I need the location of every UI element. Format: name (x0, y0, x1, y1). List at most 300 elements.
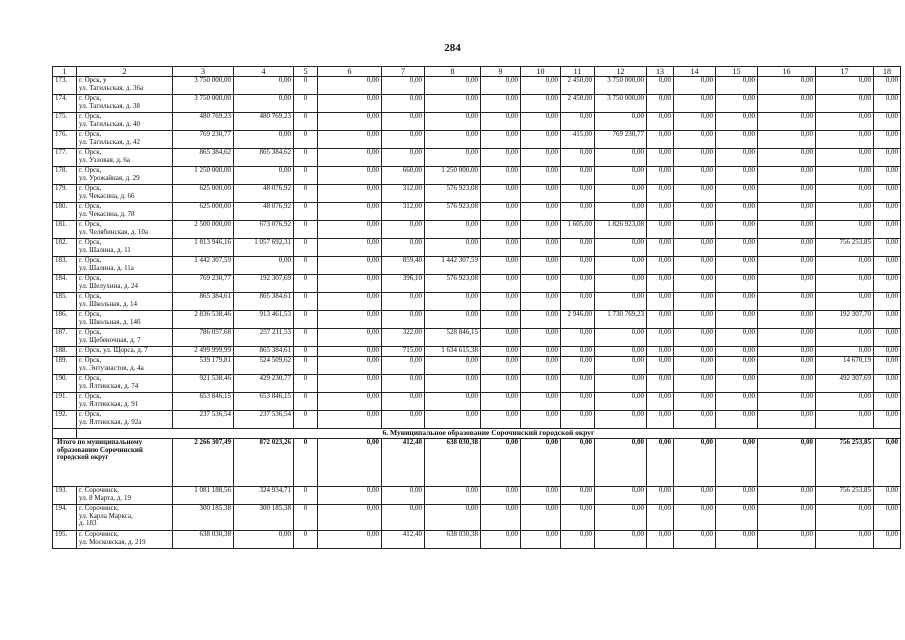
column-header: 10 (521, 67, 561, 77)
column-header: 12 (595, 67, 647, 77)
value-cell: 0,00 (647, 375, 674, 393)
value-cell: 0,00 (595, 257, 647, 275)
table-row (53, 393, 901, 411)
table-row (53, 77, 901, 95)
value-cell: 0,00 (874, 311, 901, 329)
value-cell: 0 (294, 393, 318, 411)
address-cell (77, 329, 173, 347)
address-line: г. Орск, (79, 328, 102, 336)
value-cell: 0 (294, 77, 318, 95)
value-cell: 0,00 (816, 149, 874, 167)
value-cell: 0,00 (481, 239, 521, 257)
address-cell (77, 347, 173, 357)
value-cell: 769 230,77 (173, 131, 234, 149)
address-line: г. Орск, (79, 94, 102, 102)
value-cell: 0,00 (874, 375, 901, 393)
address-cell (77, 375, 173, 393)
value-cell: 0,00 (318, 77, 382, 95)
value-cell: 0,00 (595, 239, 647, 257)
value-cell: 0,00 (595, 505, 647, 531)
value-cell: 0,00 (674, 411, 716, 429)
address-line: ул. Чекасина, д. 66 (79, 191, 135, 200)
value-cell: 0 (294, 505, 318, 531)
value-cell: 0,00 (674, 375, 716, 393)
value-cell: 0,00 (674, 275, 716, 293)
section-title: 6. Муниципальное образование Сорочинский городской округ (77, 429, 901, 439)
value-cell: 0,00 (874, 439, 901, 487)
value-cell: 412,40 (382, 439, 425, 487)
address-line: ул. Тагильская, д. 38 (79, 101, 140, 110)
value-cell: 0,00 (716, 411, 758, 429)
address-line: д. 183 (79, 519, 97, 527)
value-cell: 769 230,77 (595, 131, 647, 149)
value-cell: 0,00 (816, 203, 874, 221)
value-cell: 2 450,00 (561, 95, 595, 113)
address-cell (77, 311, 173, 329)
value-cell: 0,00 (561, 411, 595, 429)
value-cell: 0,00 (561, 375, 595, 393)
value-cell: 3 750 000,00 (595, 77, 647, 95)
value-cell: 1 081 188,56 (173, 487, 234, 505)
value-cell: 0,00 (595, 375, 647, 393)
value-cell: 0,00 (716, 257, 758, 275)
value-cell: 0,00 (595, 439, 647, 487)
value-cell: 0,00 (234, 531, 294, 549)
value-cell: 0,00 (758, 531, 816, 549)
row-number: 174. (53, 95, 77, 113)
table-row (53, 375, 901, 393)
value-cell: 0,00 (382, 505, 425, 531)
value-cell: 0,00 (874, 329, 901, 347)
value-cell: 0,00 (561, 167, 595, 185)
row-number: 179. (53, 185, 77, 203)
value-cell: 865 384,62 (173, 149, 234, 167)
table-row (53, 311, 901, 329)
address-line: ул. Шалина, д. 11 (79, 245, 131, 254)
value-cell: 0,00 (758, 393, 816, 411)
value-cell: 0,00 (318, 311, 382, 329)
value-cell: 0,00 (561, 113, 595, 131)
address-line: г. Орск, (79, 356, 102, 364)
value-cell: 0,00 (716, 531, 758, 549)
value-cell: 0 (294, 357, 318, 375)
value-cell: 3 750 000,00 (173, 77, 234, 95)
value-cell: 0,00 (481, 113, 521, 131)
value-cell: 1 250 000,00 (425, 167, 481, 185)
value-cell: 0,00 (481, 131, 521, 149)
value-cell: 0,00 (758, 95, 816, 113)
value-cell: 0,00 (521, 357, 561, 375)
address-line: ул. Урожайная, д. 29 (79, 173, 140, 182)
value-cell: 0,00 (674, 149, 716, 167)
value-cell: 0,00 (758, 167, 816, 185)
value-cell: 0,00 (481, 95, 521, 113)
column-header: 4 (234, 67, 294, 77)
value-cell: 0,00 (874, 357, 901, 375)
value-cell: 0,00 (382, 293, 425, 311)
address-cell (77, 257, 173, 275)
value-cell: 0,00 (716, 149, 758, 167)
address-line: ул. Московская, д. 219 (79, 537, 146, 546)
column-header: 17 (816, 67, 874, 77)
value-cell: 0,00 (874, 221, 901, 239)
address-line: г. Орск, у (79, 76, 107, 84)
value-cell: 0,00 (521, 487, 561, 505)
value-cell: 2 450,00 (561, 77, 595, 95)
value-cell: 0,00 (816, 221, 874, 239)
value-cell: 0,00 (234, 167, 294, 185)
value-cell: 528 846,15 (425, 329, 481, 347)
value-cell: 0,00 (816, 531, 874, 549)
address-line: г. Орск, (79, 184, 102, 192)
value-cell: 412,40 (382, 531, 425, 549)
value-cell: 0,00 (595, 357, 647, 375)
value-cell: 524 509,62 (234, 357, 294, 375)
value-cell: 0,00 (521, 293, 561, 311)
value-cell: 859,40 (382, 257, 425, 275)
value-cell: 1 442 307,59 (173, 257, 234, 275)
value-cell: 0 (294, 167, 318, 185)
row-number: 180. (53, 203, 77, 221)
value-cell: 0,00 (481, 185, 521, 203)
value-cell: 0,00 (318, 221, 382, 239)
value-cell: 0,00 (521, 185, 561, 203)
value-cell: 0,00 (595, 347, 647, 357)
value-cell: 0,00 (561, 357, 595, 375)
row-number: 193. (53, 487, 77, 505)
value-cell: 0 (294, 311, 318, 329)
value-cell: 0,00 (758, 77, 816, 95)
value-cell: 865 384,61 (234, 347, 294, 357)
value-cell: 0,00 (816, 131, 874, 149)
value-cell: 0,00 (382, 149, 425, 167)
address-line: ул. Чекасина, д. 78 (79, 209, 135, 218)
value-cell: 1 442 307,59 (425, 257, 481, 275)
table-row (53, 531, 901, 549)
address-line: ул. 8 Марта, д. 19 (79, 493, 131, 502)
value-cell: 0,00 (481, 411, 521, 429)
value-cell: 0,00 (716, 293, 758, 311)
value-cell: 0,00 (647, 77, 674, 95)
value-cell: 0,00 (674, 439, 716, 487)
value-cell: 0,00 (816, 505, 874, 531)
value-cell: 0,00 (595, 329, 647, 347)
value-cell: 0,00 (716, 357, 758, 375)
value-cell: 1 250 000,00 (173, 167, 234, 185)
value-cell: 0,00 (595, 185, 647, 203)
value-cell: 576 923,08 (425, 185, 481, 203)
value-cell: 0 (294, 113, 318, 131)
value-cell: 0,00 (874, 487, 901, 505)
value-cell: 0 (294, 375, 318, 393)
value-cell: 0,00 (716, 393, 758, 411)
value-cell: 0,00 (647, 275, 674, 293)
value-cell: 0,00 (481, 347, 521, 357)
value-cell: 0,00 (674, 239, 716, 257)
value-cell: 0,00 (816, 275, 874, 293)
row-number: 186. (53, 311, 77, 329)
value-cell: 237 536,54 (234, 411, 294, 429)
value-cell: 0 (294, 275, 318, 293)
column-header: 13 (647, 67, 674, 77)
address-cell (77, 95, 173, 113)
value-cell: 673 076,92 (234, 221, 294, 239)
address-line: г. Орск, (79, 292, 102, 300)
address-cell (77, 131, 173, 149)
value-cell: 0,00 (481, 293, 521, 311)
value-cell: 0,00 (874, 411, 901, 429)
value-cell: 0,00 (674, 311, 716, 329)
table-row (53, 167, 901, 185)
address-line: г. Орск, (79, 166, 102, 174)
value-cell: 3 750 000,00 (595, 95, 647, 113)
address-line: г. Орск, (79, 310, 102, 318)
value-cell: 0,00 (521, 329, 561, 347)
value-cell: 1 730 769,23 (595, 311, 647, 329)
value-cell: 0,00 (382, 357, 425, 375)
value-cell: 0,00 (481, 329, 521, 347)
address-line: ул. Челябинская, д. 10а (79, 227, 149, 236)
value-cell: 0,00 (758, 311, 816, 329)
value-cell: 0,00 (318, 149, 382, 167)
value-cell: 0,00 (561, 505, 595, 531)
value-cell: 0,00 (481, 505, 521, 531)
value-cell: 0,00 (425, 131, 481, 149)
value-cell: 1 605,00 (561, 221, 595, 239)
value-cell: 0,00 (674, 131, 716, 149)
value-cell: 0,00 (874, 203, 901, 221)
value-cell: 0,00 (716, 185, 758, 203)
value-cell: 0,00 (234, 257, 294, 275)
value-cell: 660,00 (382, 167, 425, 185)
value-cell: 921 538,46 (173, 375, 234, 393)
value-cell: 653 846,15 (173, 393, 234, 411)
value-cell: 0,00 (758, 293, 816, 311)
value-cell: 0 (294, 293, 318, 311)
column-header: 6 (318, 67, 382, 77)
value-cell: 0,00 (425, 311, 481, 329)
value-cell: 0,00 (318, 393, 382, 411)
value-cell: 0,00 (674, 203, 716, 221)
value-cell: 0,00 (647, 357, 674, 375)
value-cell: 0,00 (716, 77, 758, 95)
value-cell: 0,00 (816, 185, 874, 203)
section-row (53, 429, 901, 439)
value-cell: 0,00 (674, 329, 716, 347)
value-cell: 0,00 (561, 329, 595, 347)
value-cell: 0,00 (647, 293, 674, 311)
value-cell: 0,00 (382, 375, 425, 393)
value-cell: 0,00 (816, 329, 874, 347)
address-cell (77, 113, 173, 131)
value-cell: 0,00 (674, 531, 716, 549)
value-cell: 0,00 (716, 221, 758, 239)
value-cell: 715,00 (382, 347, 425, 357)
value-cell: 0,00 (318, 411, 382, 429)
value-cell: 0,00 (481, 439, 521, 487)
value-cell: 0,00 (481, 393, 521, 411)
value-cell: 0,00 (758, 347, 816, 357)
value-cell: 0,00 (647, 439, 674, 487)
value-cell: 0,00 (234, 131, 294, 149)
value-cell: 0,00 (521, 439, 561, 487)
value-cell: 0,00 (382, 411, 425, 429)
value-cell: 769 230,77 (173, 275, 234, 293)
value-cell: 0,00 (521, 95, 561, 113)
value-cell: 0 (294, 531, 318, 549)
value-cell: 0,00 (674, 167, 716, 185)
address-cell (77, 487, 173, 505)
value-cell: 0,00 (481, 531, 521, 549)
value-cell: 0,00 (382, 487, 425, 505)
value-cell: 0,00 (758, 221, 816, 239)
address-cell (77, 221, 173, 239)
row-number: 181. (53, 221, 77, 239)
value-cell: 2 836 538,46 (173, 311, 234, 329)
column-header: 5 (294, 67, 318, 77)
value-cell: 0,00 (758, 185, 816, 203)
value-cell: 0 (294, 149, 318, 167)
address-cell (77, 149, 173, 167)
value-cell: 756 253,85 (816, 439, 874, 487)
value-cell: 0,00 (674, 293, 716, 311)
value-cell: 396,10 (382, 275, 425, 293)
address-line: ул. Шалина, д. 11а (79, 263, 134, 272)
table-row (53, 347, 901, 357)
value-cell: 0,00 (318, 203, 382, 221)
address-cell (77, 203, 173, 221)
value-cell: 0,00 (521, 411, 561, 429)
value-cell: 0,00 (716, 347, 758, 357)
value-cell: 0,00 (647, 203, 674, 221)
address-line: ул. Тагильская, д. 42 (79, 137, 140, 146)
column-header: 8 (425, 67, 481, 77)
value-cell: 0,00 (758, 329, 816, 347)
value-cell: 0,00 (758, 203, 816, 221)
table-row (53, 357, 901, 375)
value-cell: 0,00 (716, 311, 758, 329)
value-cell: 0,00 (481, 487, 521, 505)
value-cell: 0,00 (816, 393, 874, 411)
value-cell: 0,00 (874, 393, 901, 411)
row-number: 195. (53, 531, 77, 549)
address-line: г. Орск, (79, 274, 102, 282)
value-cell: 0 (294, 487, 318, 505)
value-cell: 0,00 (716, 95, 758, 113)
address-line: ул. Школьная, д. 14 (79, 299, 138, 308)
address-line: г. Орск, (79, 202, 102, 210)
row-number: 192. (53, 411, 77, 429)
address-cell (77, 185, 173, 203)
value-cell: 0,00 (382, 131, 425, 149)
value-cell: 0,00 (874, 113, 901, 131)
value-cell: 0 (294, 185, 318, 203)
value-cell: 0,00 (318, 531, 382, 549)
value-cell: 0,00 (595, 411, 647, 429)
value-cell: 0,00 (816, 95, 874, 113)
address-line: ул. Узловая, д. 6а (79, 155, 130, 164)
value-cell: 0,00 (647, 131, 674, 149)
value-cell: 0,00 (561, 439, 595, 487)
value-cell: 0,00 (647, 411, 674, 429)
value-cell: 1 813 946,16 (173, 239, 234, 257)
value-cell: 0,00 (674, 95, 716, 113)
value-cell: 0 (294, 257, 318, 275)
value-cell: 0,00 (674, 393, 716, 411)
value-cell: 0,00 (758, 487, 816, 505)
row-number: 189. (53, 357, 77, 375)
value-cell: 576 923,08 (425, 275, 481, 293)
value-cell: 2 946,00 (561, 311, 595, 329)
value-cell: 0,00 (674, 221, 716, 239)
table-row (53, 411, 901, 429)
value-cell: 480 769,23 (234, 113, 294, 131)
value-cell: 872 023,26 (234, 439, 294, 487)
value-cell: 0,00 (816, 293, 874, 311)
value-cell: 0,00 (425, 393, 481, 411)
column-header: 7 (382, 67, 425, 77)
value-cell: 0,00 (595, 393, 647, 411)
value-cell: 0,00 (481, 311, 521, 329)
value-cell: 0,00 (758, 275, 816, 293)
value-cell: 0,00 (481, 77, 521, 95)
address-line: г. Орск, (79, 112, 102, 120)
address-line: г. Орск, (79, 256, 102, 264)
value-cell: 0,00 (521, 275, 561, 293)
value-cell: 0,00 (234, 77, 294, 95)
value-cell: 0,00 (521, 167, 561, 185)
header-row (53, 67, 901, 77)
value-cell: 1 634 615,38 (425, 347, 481, 357)
value-cell: 0,00 (716, 167, 758, 185)
value-cell: 0,00 (521, 505, 561, 531)
value-cell: 0,00 (318, 95, 382, 113)
row-number: 173. (53, 77, 77, 95)
value-cell: 0,00 (874, 239, 901, 257)
value-cell: 0,00 (318, 275, 382, 293)
page-number: 284 (444, 42, 461, 54)
value-cell: 0,00 (716, 505, 758, 531)
value-cell: 913 461,53 (234, 311, 294, 329)
value-cell: 0,00 (318, 293, 382, 311)
value-cell: 0,00 (481, 375, 521, 393)
value-cell: 0,00 (716, 239, 758, 257)
value-cell: 0,00 (521, 257, 561, 275)
value-cell: 0,00 (716, 275, 758, 293)
value-cell: 0,00 (647, 531, 674, 549)
table-row (53, 203, 901, 221)
value-cell: 0,00 (647, 393, 674, 411)
address-line: г. Орск, ул. Щорса, д. 7 (79, 346, 148, 354)
value-cell: 322,00 (382, 329, 425, 347)
value-cell: 0,00 (595, 203, 647, 221)
column-header: 16 (758, 67, 816, 77)
value-cell: 0,00 (425, 505, 481, 531)
value-cell: 0,00 (674, 257, 716, 275)
value-cell: 324 934,71 (234, 487, 294, 505)
value-cell: 625 000,00 (173, 185, 234, 203)
value-cell: 0,00 (561, 487, 595, 505)
table-row (53, 95, 901, 113)
value-cell: 0,00 (816, 347, 874, 357)
value-cell: 0,00 (716, 329, 758, 347)
row-number: 183. (53, 257, 77, 275)
value-cell: 0,00 (481, 257, 521, 275)
value-cell: 0,00 (595, 531, 647, 549)
value-cell: 786 057,68 (173, 329, 234, 347)
value-cell: 0,00 (425, 77, 481, 95)
value-cell: 0,00 (521, 531, 561, 549)
